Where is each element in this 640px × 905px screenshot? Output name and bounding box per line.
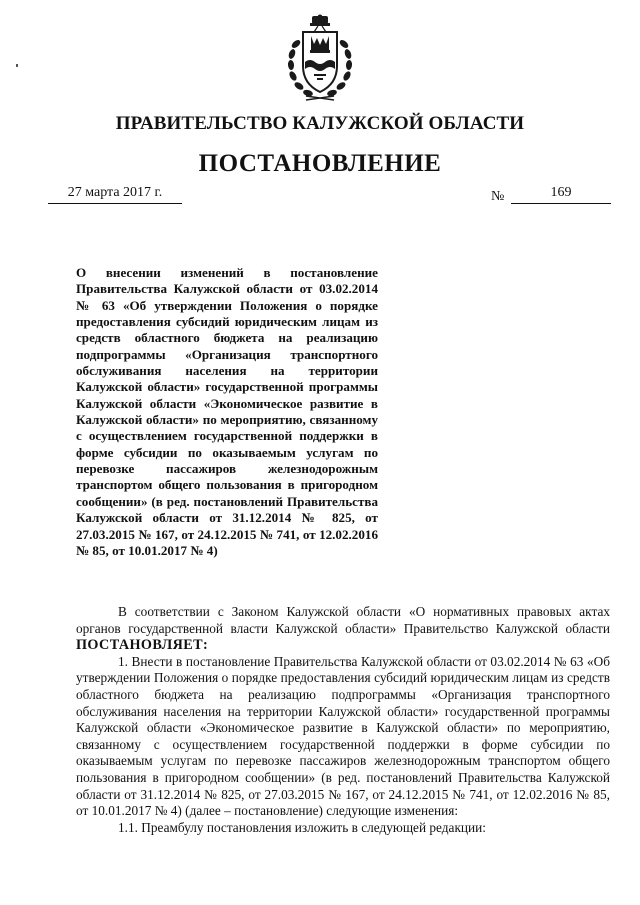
number-sign: № <box>491 189 505 204</box>
document-number-block <box>491 185 611 205</box>
document-body <box>76 604 610 836</box>
document-date: 27 марта 2017 г. <box>48 185 182 204</box>
preamble-paragraph <box>76 604 610 654</box>
document-type-title: ПОСТАНОВЛЕНИЕ <box>198 150 442 177</box>
scan-mark <box>16 64 18 67</box>
item-1-1-paragraph: 1.1. Преамбулу постановления изложить в следующей редакции: <box>118 819 486 835</box>
preamble-text: В соответствии с Законом Калужской области «О нормативных правовых актах органов государственной власти Калужской области» Правительство Калужской области <box>76 604 610 636</box>
organization-title: ПРАВИТЕЛЬСТВО КАЛУЖСКОЙ ОБЛАСТИ <box>115 113 525 134</box>
item-1-paragraph: 1. Внести в постановление Правительства Калужской области от 03.02.2014 № 63 «Об утверждении Положения о порядке предоставления субсидий юридическим лицам из средств областного бюджета на реализацию подпрограммы «Организация транспортного обслуживания населения на территории Калужской области» государственной программы Калужской области «Экономическое развитие в Калужской области» по мероприятию, связанному с осуществлением государственной поддержки в форме субсидии по оказываемым услугам по перевозке пассажиров железнодорожным транспортом общего пользования в пригородном сообщении» (в ред. постановлений Правительства Калужской области от 31.12.2014 № 825, от 27.03.2015 № 167, от 24.12.2015 № 741, от 12.02.2016 № 85, от 10.01.2017 № 4) (далее – постановление) следующие изменения: <box>76 653 610 819</box>
kaluga-coat-of-arms-icon <box>284 14 356 104</box>
document-number: 169 <box>511 185 611 204</box>
enact-word: ПОСТАНОВЛЯЕТ: <box>76 637 209 654</box>
document-subject: О внесении изменений в постановление Правительства Калужской области от 03.02.2014 № 63 «Об утверждении Положения о порядке предоставления субсидий юридическим лицам из средств областного бюджета на реализацию подпрограммы «Организация транспортного обслуживания населения на территории Калужской области» государственной программы Калужской области «Экономическое развитие в Калужской области» по мероприятию, связанному с осуществлением государственной поддержки в форме субсидии по оказываемым услугам по перевозке пассажиров железнодорожным транспортом общего пользования в пригородном сообщении» (в ред. постановлений Правительства Калужской области от 31.12.2014 № 825, от 27.03.2015 № 167, от 24.12.2015 № 741, от 12.02.2016 № 85, от 10.01.2017 № 4) <box>76 265 378 558</box>
